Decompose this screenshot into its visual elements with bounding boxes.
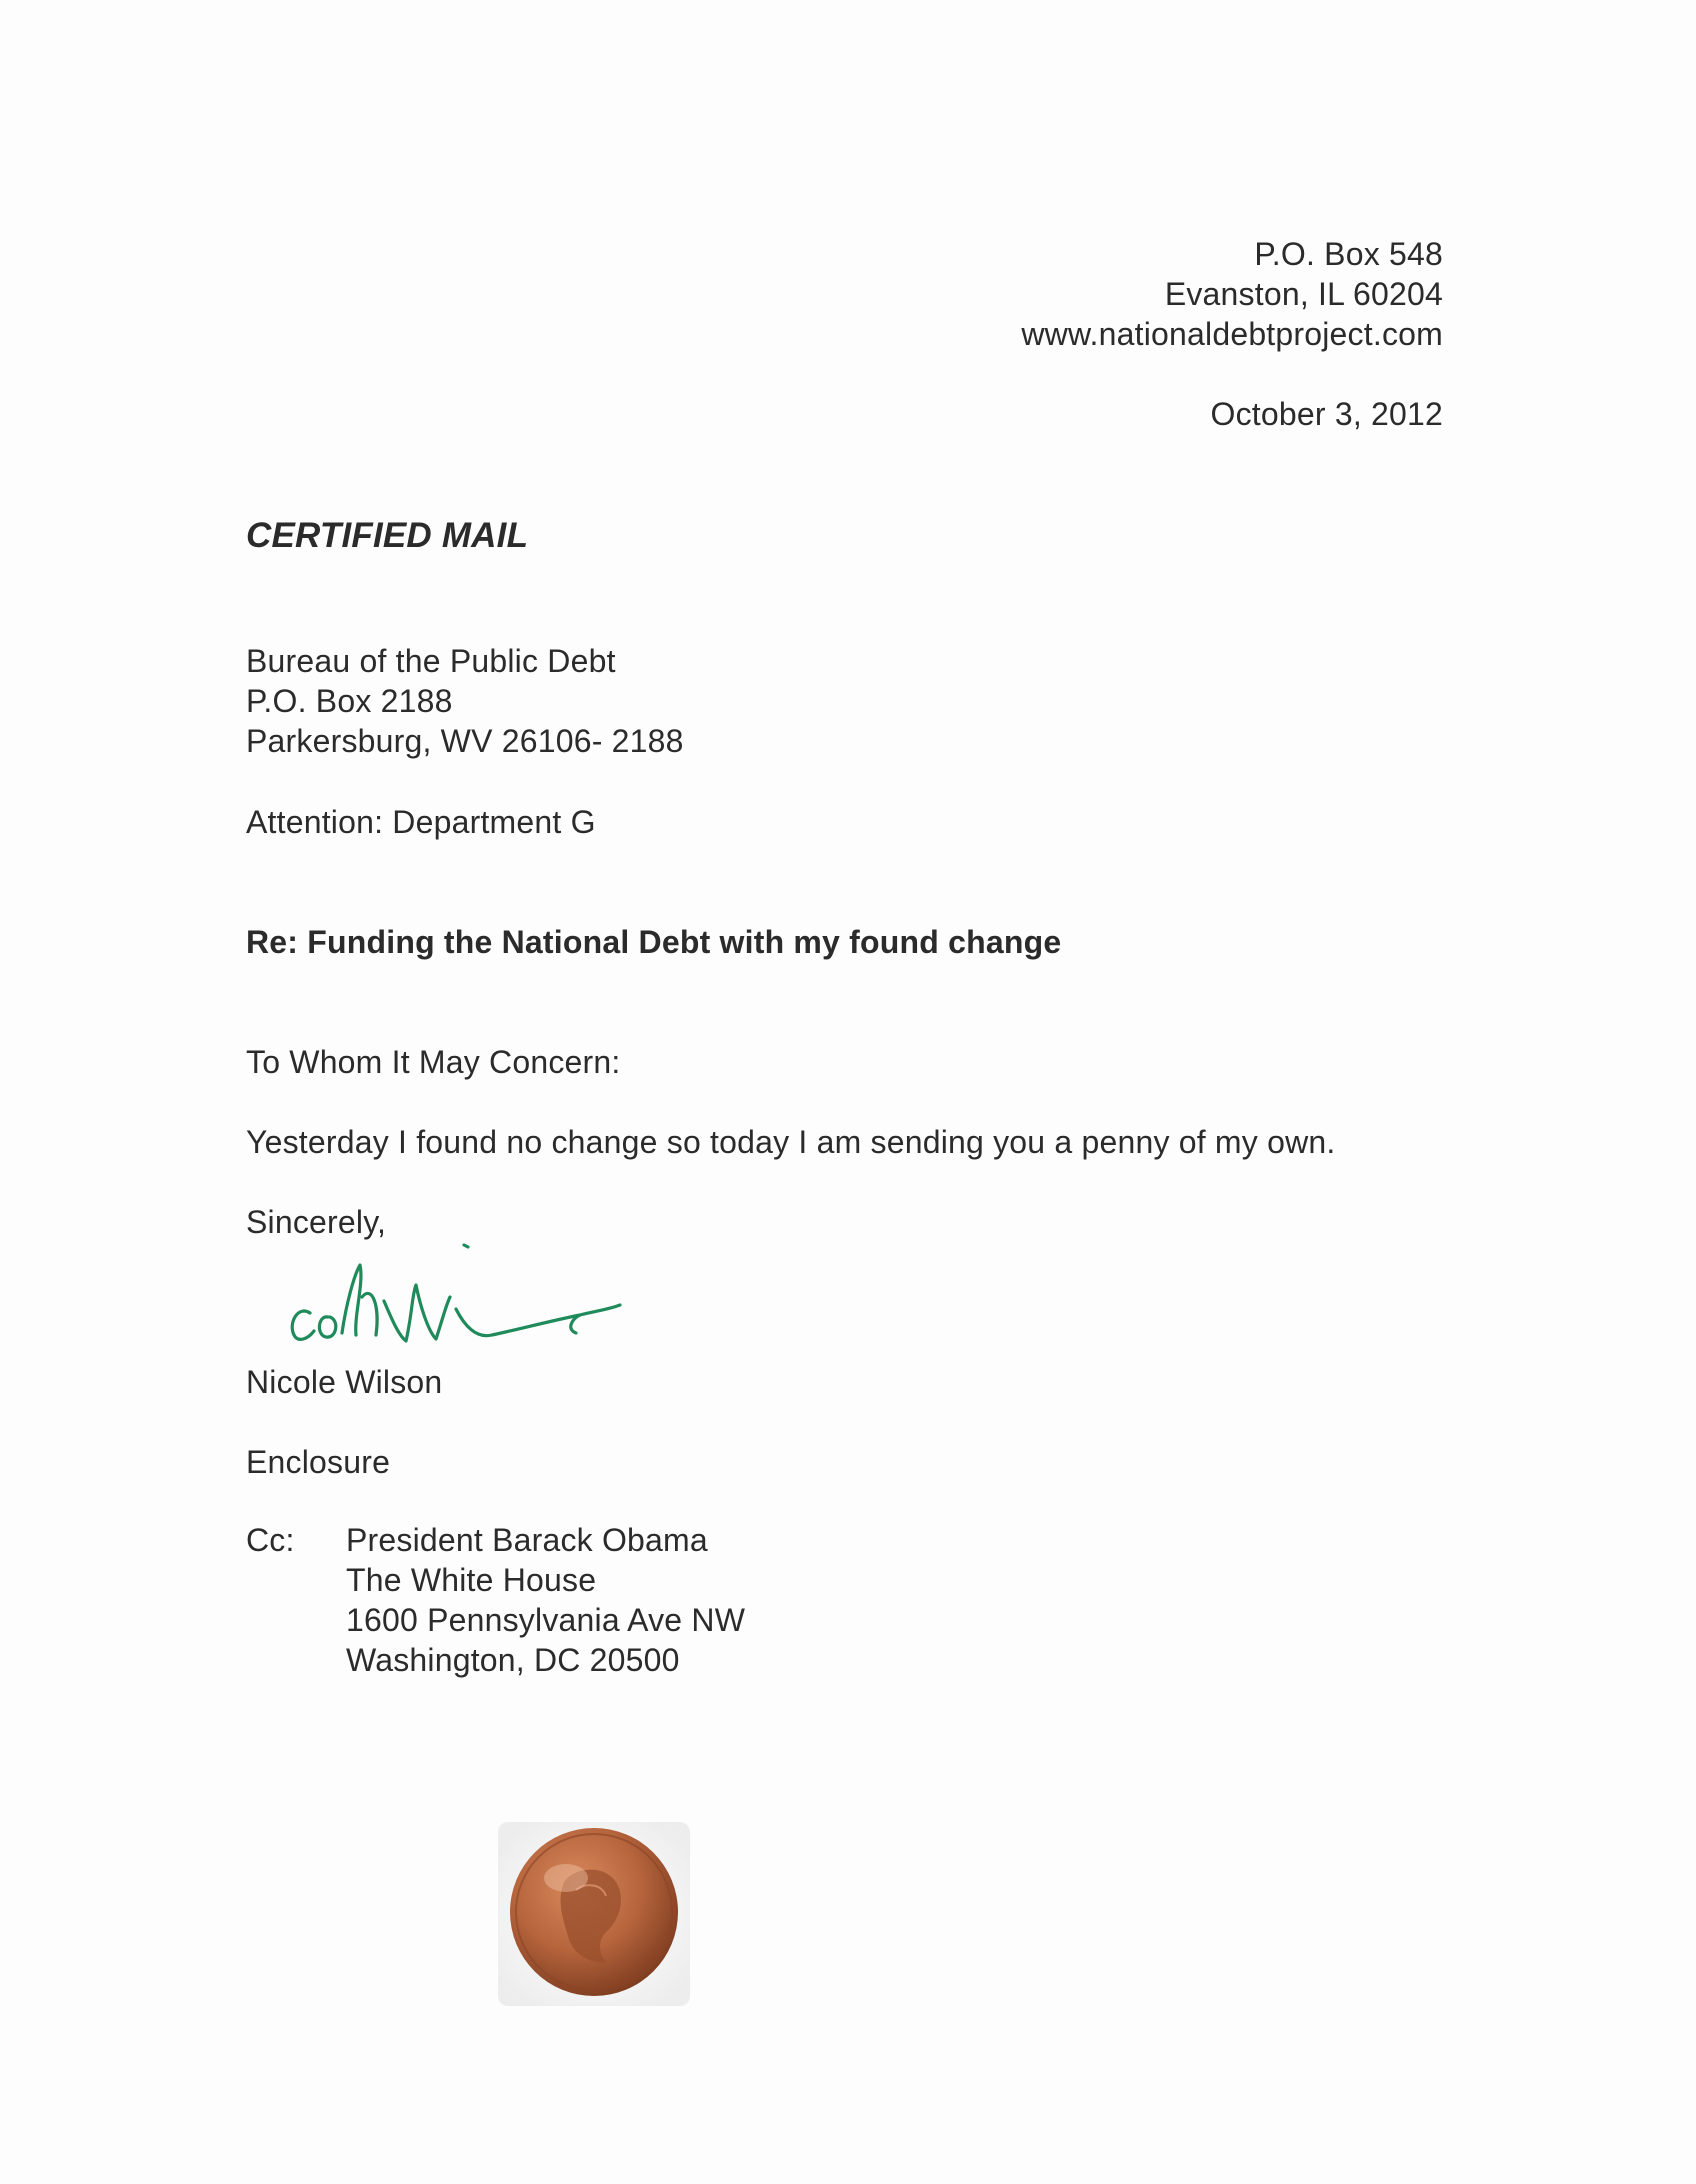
penny-coin-icon xyxy=(494,1812,694,2012)
recipient-address xyxy=(246,641,684,761)
attention-line: Attention: Department G xyxy=(246,804,596,840)
recipient-address-line: Bureau of the Public Debt xyxy=(246,643,616,679)
cc-recipient-line: President Barack Obama xyxy=(346,1522,708,1558)
sender-address-line: Evanston, IL 60204 xyxy=(1164,276,1443,312)
cc-recipient-line: Washington, DC 20500 xyxy=(346,1642,680,1678)
signer-name: Nicole Wilson xyxy=(246,1364,443,1400)
letter-body: Yesterday I found no change so today I am sending you a penny of my own. xyxy=(246,1124,1336,1160)
handwritten-signature-icon xyxy=(280,1235,630,1350)
cc-recipient-line: 1600 Pennsylvania Ave NW xyxy=(346,1602,746,1638)
salutation: To Whom It May Concern: xyxy=(246,1044,621,1080)
recipient-address-line: Parkersburg, WV 26106- 2188 xyxy=(246,723,684,759)
enclosure-note: Enclosure xyxy=(246,1444,391,1480)
recipient-address-line: P.O. Box 2188 xyxy=(246,683,453,719)
sender-website: www.nationaldebtproject.com xyxy=(1021,316,1443,352)
cc-recipient xyxy=(346,1520,745,1680)
subject-line: Re: Funding the National Debt with my found change xyxy=(246,924,1062,960)
sender-address-line: P.O. Box 548 xyxy=(1254,236,1443,272)
cc-recipient-line: The White House xyxy=(346,1562,597,1598)
certified-mail-heading: CERTIFIED MAIL xyxy=(246,516,529,555)
cc-label: Cc: xyxy=(246,1522,295,1558)
closing: Sincerely, xyxy=(246,1204,387,1240)
letter-date: October 3, 2012 xyxy=(1210,396,1443,432)
sender-address xyxy=(1021,234,1443,354)
